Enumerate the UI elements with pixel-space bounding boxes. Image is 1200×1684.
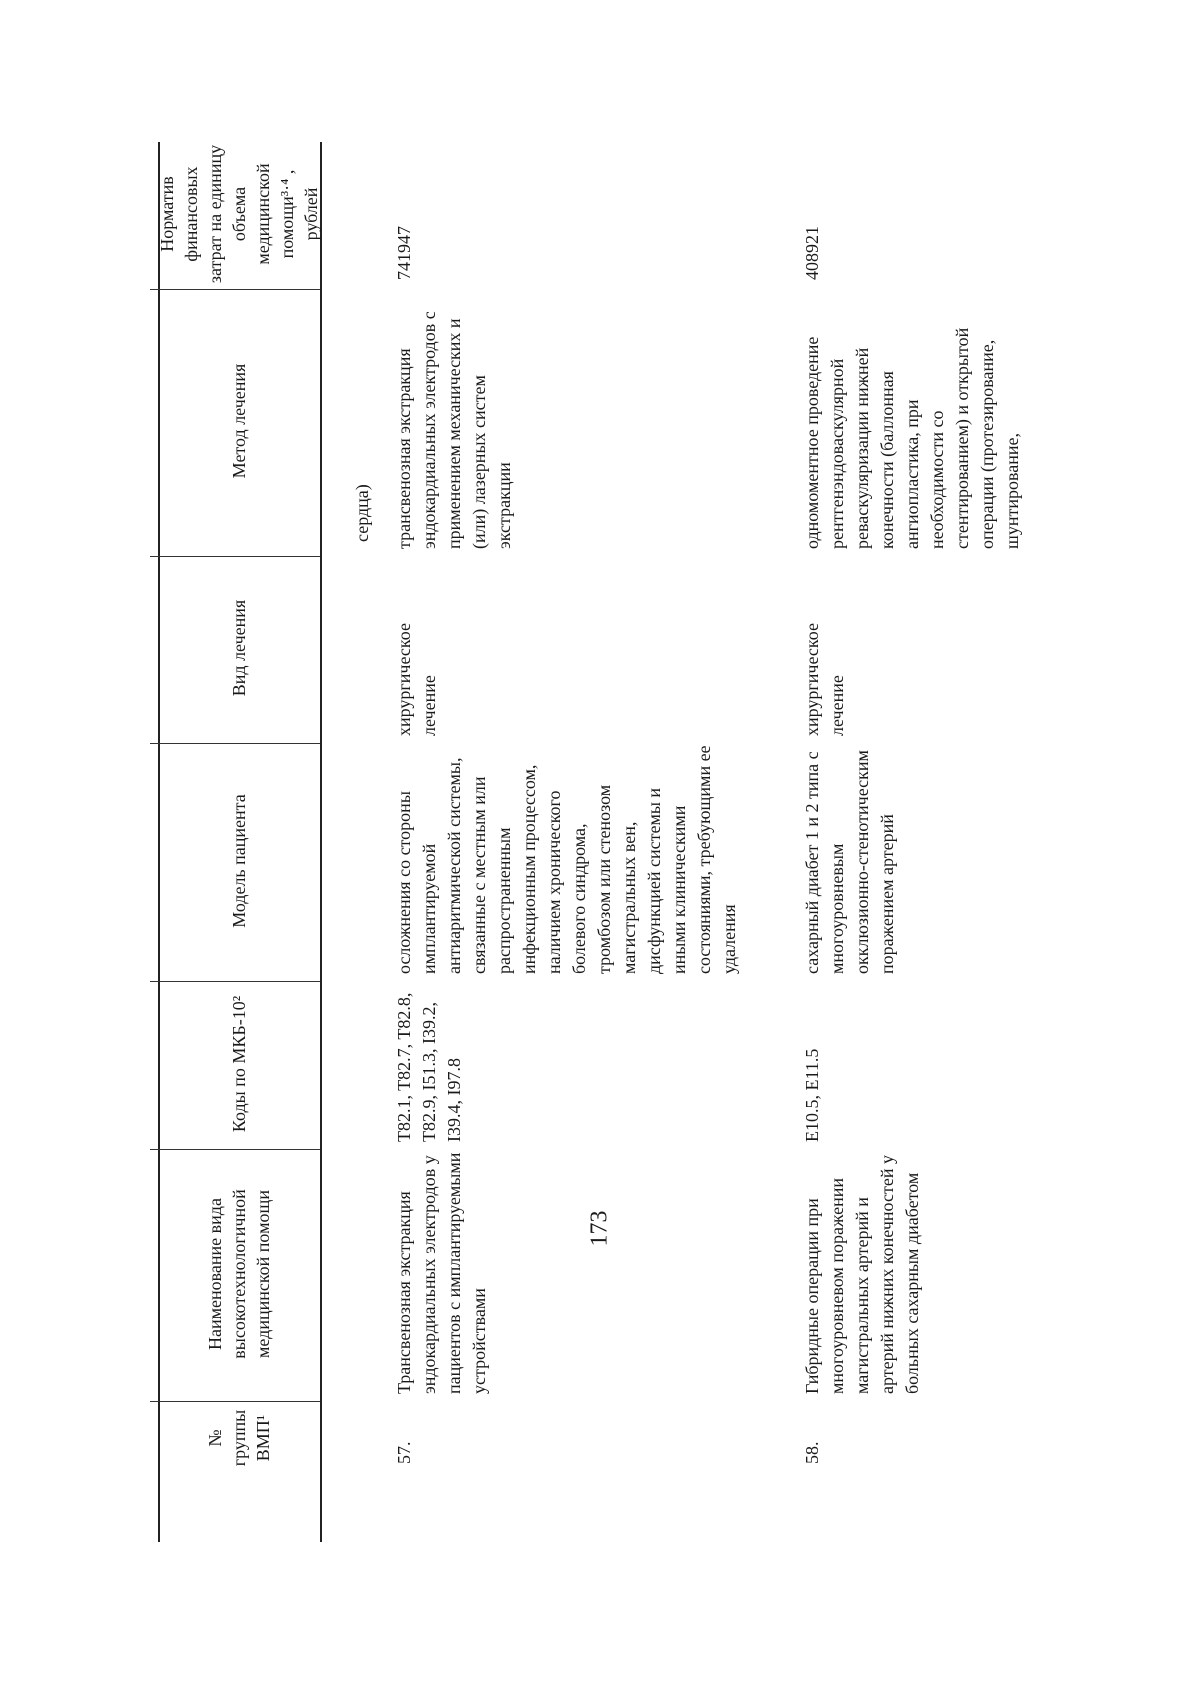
row-57-codes: T82.1, T82.7, T82.8, T82.9, I51.3, I39.2, I39.4, I97.8 — [394, 992, 464, 1142]
row-58-name: Гибридные операции при многоуровневом поражении магистральных артерий и артерий нижних конечностей у больных сахарным диабетом — [802, 1155, 922, 1394]
header-patient-model: Модель пациента — [229, 794, 249, 928]
row-58-patient-model: сахарный диабет 1 и 2 типа с многоуровневым окклюзионно-стенотическим поражением артерий — [802, 750, 897, 974]
header-divider — [150, 743, 320, 744]
row-57-treatment-type: хирургическое лечение — [394, 623, 439, 736]
row-58-codes: E10.5, E11.5 — [802, 1048, 822, 1142]
header-codes: Коды по МКБ-10² — [229, 995, 249, 1133]
header-group-number: № группы ВМП¹ — [205, 1409, 273, 1467]
row-58-cost: 408921 — [802, 226, 822, 280]
header-treatment-type: Вид лечения — [229, 599, 249, 697]
row-58-number: 58. — [802, 1441, 822, 1464]
row-57-name: Трансвенозная экстракция эндокардиальных электродов у пациентов с имплантируемыми устройствами — [394, 1152, 489, 1394]
rotated-table-wrapper — [150, 142, 1050, 1542]
row-58-treatment-type: хирургическое лечение — [802, 623, 847, 736]
header-divider — [150, 981, 320, 982]
page-number: 173 — [586, 1210, 613, 1247]
row-57-treatment-method: трансвенозная экстракция эндокардиальных электродов с применением механических и (или) лазерных систем экстракции — [394, 311, 514, 549]
treatment-table — [150, 142, 1050, 1542]
header-divider — [150, 1401, 320, 1402]
continuation-text: сердца) — [352, 484, 372, 542]
header-divider — [150, 289, 320, 290]
table-top-rule — [158, 142, 160, 1542]
header-bottom-rule — [320, 142, 322, 1542]
row-57-patient-model: осложнения со стороны имплантируемой антиаритмической системы, связанные с местным или распространенным инфекционным процессом, наличием хронического болевого синдрома, тромбозом или стенозом магистральных вен, дисфункцией системы и иными клиническими состояниями, требующими ее удаления — [394, 745, 739, 974]
header-name: Наименование вида высокотехнологичной медицинской помощи — [205, 1189, 273, 1359]
row-57-number: 57. — [394, 1441, 414, 1464]
header-cost-norm: Норматив финансовых затрат на единицу объема медицинской помощи³·⁴ , рублей — [157, 144, 321, 284]
row-58-treatment-method: одномоментное проведение рентгенэндоваскулярной реваскуляризации нижней конечности (баллонная ангиопластика, при необходимости со стентированием) и открытой операции (протезирование, шунтирование, — [802, 327, 1022, 549]
header-divider — [150, 556, 320, 557]
header-treatment-method: Метод лечения — [229, 363, 249, 479]
row-57-cost: 741947 — [394, 226, 414, 280]
header-divider — [150, 1149, 320, 1150]
